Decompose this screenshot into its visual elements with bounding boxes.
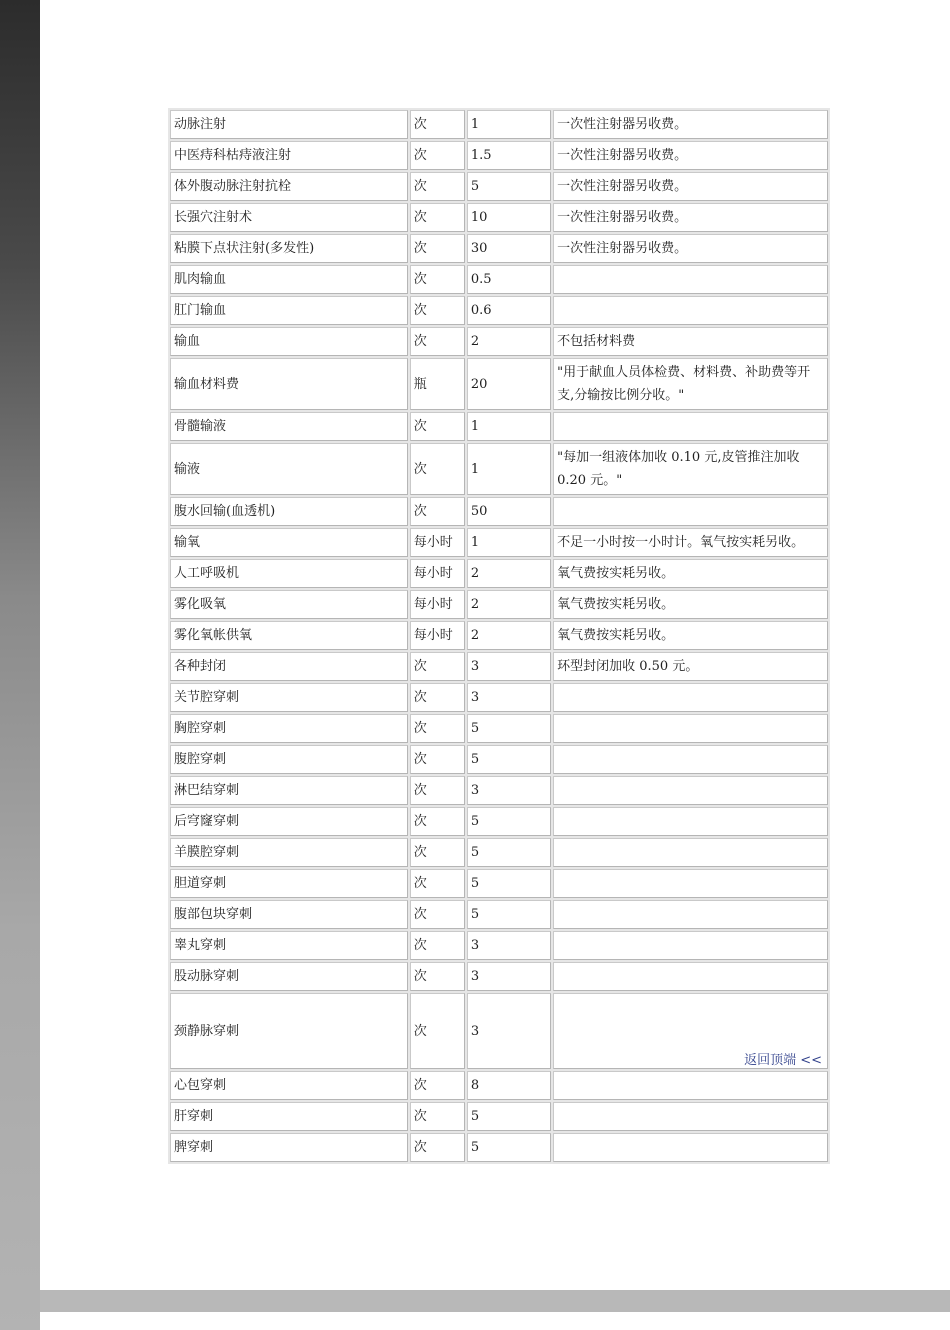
item-name-cell: 肛门输血 bbox=[170, 296, 408, 325]
note-cell bbox=[553, 900, 828, 929]
unit-cell: 次 bbox=[410, 652, 465, 681]
note-cell: 一次性注射器另收费。 bbox=[553, 110, 828, 139]
item-name-cell: 颈静脉穿刺 bbox=[170, 993, 408, 1069]
table-row bbox=[170, 745, 828, 774]
item-name-cell: 输血材料费 bbox=[170, 358, 408, 410]
item-name-cell: 肌肉输血 bbox=[170, 265, 408, 294]
note-cell: 氧气费按实耗另收。 bbox=[553, 559, 828, 588]
table-row bbox=[170, 869, 828, 898]
price-cell: 5 bbox=[467, 807, 551, 836]
price-cell: 2 bbox=[467, 559, 551, 588]
table-row bbox=[170, 590, 828, 619]
note-cell bbox=[553, 1071, 828, 1100]
table-row bbox=[170, 265, 828, 294]
note-cell bbox=[553, 807, 828, 836]
price-cell: 1 bbox=[467, 412, 551, 441]
item-name-cell: 雾化氧帐供氧 bbox=[170, 621, 408, 650]
unit-cell: 每小时 bbox=[410, 590, 465, 619]
item-name-cell: 羊膜腔穿刺 bbox=[170, 838, 408, 867]
unit-cell: 次 bbox=[410, 807, 465, 836]
price-cell: 1 bbox=[467, 110, 551, 139]
unit-cell: 次 bbox=[410, 1133, 465, 1162]
table-row bbox=[170, 1133, 828, 1162]
left-sidebar-bar bbox=[0, 0, 40, 1330]
table-row bbox=[170, 296, 828, 325]
table-row bbox=[170, 203, 828, 232]
note-cell: 氧气费按实耗另收。 bbox=[553, 590, 828, 619]
price-cell: 8 bbox=[467, 1071, 551, 1100]
note-cell bbox=[553, 714, 828, 743]
price-cell: 50 bbox=[467, 497, 551, 526]
item-name-cell: 后穹窿穿刺 bbox=[170, 807, 408, 836]
note-cell bbox=[553, 683, 828, 712]
item-name-cell: 长强穴注射术 bbox=[170, 203, 408, 232]
table-row bbox=[170, 327, 828, 356]
note-cell: 一次性注射器另收费。 bbox=[553, 141, 828, 170]
price-cell: 5 bbox=[467, 1133, 551, 1162]
unit-cell: 次 bbox=[410, 497, 465, 526]
table-row bbox=[170, 559, 828, 588]
price-cell: 2 bbox=[467, 621, 551, 650]
unit-cell: 次 bbox=[410, 203, 465, 232]
unit-cell: 次 bbox=[410, 714, 465, 743]
note-cell bbox=[553, 296, 828, 325]
price-cell: 5 bbox=[467, 714, 551, 743]
table-row bbox=[170, 497, 828, 526]
price-cell: 1.5 bbox=[467, 141, 551, 170]
item-name-cell: 粘膜下点状注射(多发性) bbox=[170, 234, 408, 263]
item-name-cell: 各种封闭 bbox=[170, 652, 408, 681]
item-name-cell: 输血 bbox=[170, 327, 408, 356]
note-cell bbox=[553, 412, 828, 441]
table-row bbox=[170, 962, 828, 991]
unit-cell: 次 bbox=[410, 683, 465, 712]
unit-cell: 次 bbox=[410, 869, 465, 898]
table-row bbox=[170, 141, 828, 170]
price-cell: 10 bbox=[467, 203, 551, 232]
back-to-top-link[interactable]: 返回顶端 << bbox=[744, 1053, 822, 1068]
price-cell: 0.5 bbox=[467, 265, 551, 294]
price-cell: 30 bbox=[467, 234, 551, 263]
unit-cell: 次 bbox=[410, 931, 465, 960]
item-name-cell: 股动脉穿刺 bbox=[170, 962, 408, 991]
unit-cell: 次 bbox=[410, 172, 465, 201]
unit-cell: 次 bbox=[410, 296, 465, 325]
price-cell: 5 bbox=[467, 869, 551, 898]
unit-cell: 每小时 bbox=[410, 559, 465, 588]
price-cell: 3 bbox=[467, 962, 551, 991]
note-cell bbox=[553, 869, 828, 898]
price-cell: 5 bbox=[467, 1102, 551, 1131]
unit-cell: 次 bbox=[410, 993, 465, 1069]
table-row bbox=[170, 1071, 828, 1100]
note-cell: 氧气费按实耗另收。 bbox=[553, 621, 828, 650]
unit-cell: 次 bbox=[410, 776, 465, 805]
note-cell: 一次性注射器另收费。 bbox=[553, 203, 828, 232]
price-cell: 0.6 bbox=[467, 296, 551, 325]
item-name-cell: 腹腔穿刺 bbox=[170, 745, 408, 774]
table-row bbox=[170, 443, 828, 495]
unit-cell: 次 bbox=[410, 900, 465, 929]
fee-table bbox=[168, 108, 830, 1164]
note-cell bbox=[553, 993, 828, 1069]
footer-strip bbox=[40, 1312, 950, 1330]
table-row bbox=[170, 838, 828, 867]
item-name-cell: 腹水回输(血透机) bbox=[170, 497, 408, 526]
item-name-cell: 雾化吸氧 bbox=[170, 590, 408, 619]
item-name-cell: 脾穿刺 bbox=[170, 1133, 408, 1162]
table-row bbox=[170, 172, 828, 201]
item-name-cell: 胸腔穿刺 bbox=[170, 714, 408, 743]
footer-band bbox=[40, 1290, 950, 1312]
unit-cell: 次 bbox=[410, 265, 465, 294]
item-name-cell: 腹部包块穿刺 bbox=[170, 900, 408, 929]
unit-cell: 次 bbox=[410, 110, 465, 139]
unit-cell: 次 bbox=[410, 443, 465, 495]
note-cell bbox=[553, 265, 828, 294]
price-cell: 5 bbox=[467, 838, 551, 867]
note-cell bbox=[553, 497, 828, 526]
table-row bbox=[170, 1102, 828, 1131]
unit-cell: 瓶 bbox=[410, 358, 465, 410]
price-cell: 5 bbox=[467, 745, 551, 774]
item-name-cell: 胆道穿刺 bbox=[170, 869, 408, 898]
table-row bbox=[170, 714, 828, 743]
price-cell: 3 bbox=[467, 776, 551, 805]
item-name-cell: 心包穿刺 bbox=[170, 1071, 408, 1100]
price-cell: 2 bbox=[467, 590, 551, 619]
table-row bbox=[170, 412, 828, 441]
unit-cell: 次 bbox=[410, 1071, 465, 1100]
item-name-cell: 输氧 bbox=[170, 528, 408, 557]
unit-cell: 每小时 bbox=[410, 528, 465, 557]
note-cell bbox=[553, 962, 828, 991]
unit-cell: 次 bbox=[410, 962, 465, 991]
price-cell: 3 bbox=[467, 652, 551, 681]
note-cell: 一次性注射器另收费。 bbox=[553, 234, 828, 263]
item-name-cell: 淋巴结穿刺 bbox=[170, 776, 408, 805]
item-name-cell: 睾丸穿刺 bbox=[170, 931, 408, 960]
note-cell bbox=[553, 1133, 828, 1162]
item-name-cell: 人工呼吸机 bbox=[170, 559, 408, 588]
table-row bbox=[170, 807, 828, 836]
price-cell: 5 bbox=[467, 172, 551, 201]
table-row bbox=[170, 234, 828, 263]
table-row bbox=[170, 528, 828, 557]
item-name-cell: 肝穿刺 bbox=[170, 1102, 408, 1131]
note-cell bbox=[553, 776, 828, 805]
price-cell: 20 bbox=[467, 358, 551, 410]
price-cell: 1 bbox=[467, 528, 551, 557]
price-cell: 3 bbox=[467, 683, 551, 712]
price-cell: 1 bbox=[467, 443, 551, 495]
table-row bbox=[170, 900, 828, 929]
item-name-cell: 动脉注射 bbox=[170, 110, 408, 139]
price-cell: 3 bbox=[467, 993, 551, 1069]
note-cell bbox=[553, 838, 828, 867]
note-cell: 不包括材料费 bbox=[553, 327, 828, 356]
table-row bbox=[170, 621, 828, 650]
note-cell bbox=[553, 931, 828, 960]
table-row bbox=[170, 993, 828, 1069]
table-row bbox=[170, 652, 828, 681]
table-row bbox=[170, 683, 828, 712]
price-cell: 5 bbox=[467, 900, 551, 929]
item-name-cell: 体外腹动脉注射抗栓 bbox=[170, 172, 408, 201]
item-name-cell: 输液 bbox=[170, 443, 408, 495]
unit-cell: 次 bbox=[410, 1102, 465, 1131]
unit-cell: 次 bbox=[410, 745, 465, 774]
table-row bbox=[170, 776, 828, 805]
item-name-cell: 骨髓输液 bbox=[170, 412, 408, 441]
unit-cell: 次 bbox=[410, 412, 465, 441]
note-cell bbox=[553, 745, 828, 774]
note-cell: 不足一小时按一小时计。氧气按实耗另收。 bbox=[553, 528, 828, 557]
table-row bbox=[170, 110, 828, 139]
table-row bbox=[170, 358, 828, 410]
note-cell: 一次性注射器另收费。 bbox=[553, 172, 828, 201]
price-cell: 2 bbox=[467, 327, 551, 356]
note-cell: "用于献血人员体检费、材料费、补助费等开支,分输按比例分收。" bbox=[553, 358, 828, 410]
unit-cell: 次 bbox=[410, 327, 465, 356]
note-cell: 环型封闭加收 0.50 元。 bbox=[553, 652, 828, 681]
note-cell: "每加一组液体加收 0.10 元,皮管推注加收 0.20 元。" bbox=[553, 443, 828, 495]
item-name-cell: 关节腔穿刺 bbox=[170, 683, 408, 712]
table-row bbox=[170, 931, 828, 960]
unit-cell: 次 bbox=[410, 234, 465, 263]
unit-cell: 每小时 bbox=[410, 621, 465, 650]
unit-cell: 次 bbox=[410, 838, 465, 867]
item-name-cell: 中医痔科枯痔液注射 bbox=[170, 141, 408, 170]
note-cell bbox=[553, 1102, 828, 1131]
unit-cell: 次 bbox=[410, 141, 465, 170]
price-cell: 3 bbox=[467, 931, 551, 960]
